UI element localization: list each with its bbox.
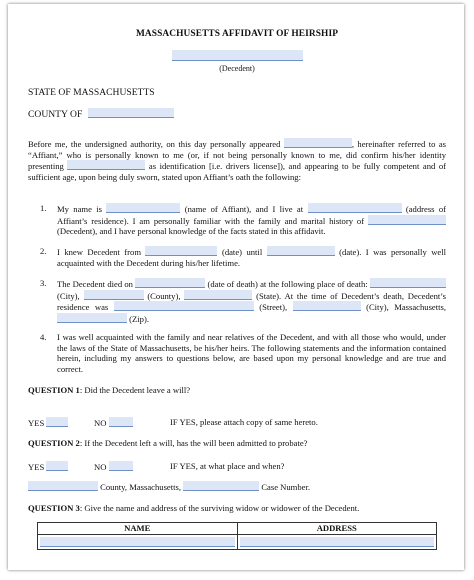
affidavit-page (8, 4, 464, 570)
item-2-text-b: (date) until (221, 247, 263, 257)
item-3-text-d: (County), (147, 290, 181, 301)
item-3-text-e: (State). At the time of Decedent’s death, Decedent’s residence was (57, 290, 446, 313)
widow-table (37, 522, 437, 550)
case-number-field[interactable] (183, 481, 259, 491)
q2-yes-field[interactable] (46, 461, 68, 471)
item-3-text-b: (date of death) at the following place of death: (207, 279, 368, 289)
item-1-text-b: (name of Affiant), and I live at (184, 204, 304, 214)
item-1-text (57, 203, 446, 237)
affiant-name-field-2[interactable] (106, 203, 180, 213)
item-4-number: 4. (40, 332, 47, 342)
case-number-text: Case Number. (261, 482, 311, 492)
intro-text-3: as identification [i.e. drivers license]), and appearing to be fully competent and of sufficient age, upon being duly sworn, stated upon Affiant’s oath the following: (28, 161, 446, 182)
question-2-no (94, 461, 133, 473)
q1-yes-label: YES (28, 418, 45, 428)
item-2-number: 2. (40, 246, 47, 256)
residence-street-field[interactable] (114, 301, 254, 311)
question-1 (28, 385, 190, 396)
county-line (28, 108, 174, 121)
name-column-header: NAME (38, 523, 238, 535)
q1-no-label: NO (94, 418, 107, 428)
q2-yes-label: YES (28, 462, 45, 472)
item-2-text-c: (date). I was personally well acquainted with the Decedent during his/her lifetime. (57, 247, 446, 268)
item-3-text-g: (City), Massachusetts, (366, 302, 447, 313)
item-2-text (57, 246, 446, 268)
item-1-text-d: (Decedent), and I have personal knowledge of the facts stated in this affidavit. (57, 226, 326, 237)
item-1-text-c: (address of Affiant’s residence). I am personally familiar with the family and marital history of (57, 204, 447, 226)
table-row (38, 534, 437, 549)
question-2-note: IF YES, at what place and when? (170, 461, 285, 471)
question-2-yes (28, 461, 68, 473)
widow-table-header (38, 523, 437, 535)
affiant-address-field[interactable] (308, 203, 402, 213)
item-1-text-a: My name is (57, 204, 103, 214)
decedent-name-field[interactable] (172, 50, 303, 63)
item-3-text-a: The Decedent died on (57, 279, 133, 289)
decedent-name-field-2[interactable] (368, 215, 446, 225)
item-3-text-h: (Zip). (129, 313, 149, 324)
date-of-death-field[interactable] (135, 278, 205, 288)
item-1-number: 1. (40, 203, 47, 213)
widow-address-cell[interactable] (237, 534, 437, 549)
question-2-label: QUESTION 2 (28, 438, 80, 448)
affiant-name-field[interactable] (284, 138, 352, 148)
document-title: MASSACHUSETTS AFFIDAVIT OF HEIRSHIP (135, 29, 339, 39)
question-3-label: QUESTION 3 (28, 503, 80, 513)
item-3-text-c: (City), (57, 290, 80, 301)
q1-yes-field[interactable] (46, 417, 68, 427)
residence-city-field[interactable] (293, 301, 361, 311)
death-city-field[interactable] (370, 278, 446, 288)
state-line: STATE OF MASSACHUSETTS (28, 87, 155, 98)
death-county-field[interactable] (84, 290, 144, 300)
intro-text-2: , hereinafter referred to as “Affiant,” who is personally known to me (or, if not being personally known to me, did confirm his/her identity presenting (28, 139, 446, 172)
item-2-text-a: I knew Decedent from (57, 247, 142, 257)
question-1-label: QUESTION 1 (28, 385, 80, 395)
county-field[interactable] (88, 108, 174, 118)
decedent-label: (Decedent) (219, 64, 255, 73)
widow-name-cell[interactable] (38, 534, 238, 549)
intro-text-1: Before me, the undersigned authority, on this day personally appeared (28, 139, 281, 149)
item-3-number: 3. (40, 278, 47, 288)
question-1-note: IF YES, please attach copy of same hereto. (170, 417, 318, 427)
known-until-date-field[interactable] (267, 246, 335, 256)
probate-county-field[interactable] (28, 481, 98, 491)
residence-zip-field[interactable] (57, 313, 127, 323)
intro-paragraph (28, 138, 446, 182)
q1-no-field[interactable] (109, 417, 133, 427)
address-column-header: ADDRESS (237, 523, 437, 535)
question-3-text: : Give the name and address of the surviving widow or widower of the Decedent. (79, 503, 360, 513)
probate-court-line (28, 481, 310, 493)
question-3 (28, 503, 359, 514)
q2-no-field[interactable] (109, 461, 133, 471)
question-1-yes (28, 417, 68, 429)
question-2-text: : If the Decedent left a will, has the will been admitted to probate? (79, 438, 308, 448)
question-1-text: : Did the Decedent leave a will? (79, 385, 191, 395)
question-2 (28, 438, 307, 449)
q2-no-label: NO (94, 462, 107, 472)
item-3-text (57, 278, 446, 324)
county-label: COUNTY OF (28, 109, 83, 120)
item-4-text: I was well acquainted with the family and near relatives of the Decedent, and with all those who would, under the laws of the State of Massachusetts, be his/her heirs. The following statements and the information contained herein, including my answers to questions below, are based upon my personal knowledge and are true and correct. (57, 332, 446, 374)
question-1-no (94, 417, 133, 429)
death-state-field[interactable] (184, 290, 252, 300)
probate-county-text: County, Massachusetts, (100, 482, 181, 492)
known-from-date-field[interactable] (145, 246, 217, 256)
item-3-text-f: (Street), (259, 302, 288, 313)
identification-field[interactable] (67, 160, 145, 170)
